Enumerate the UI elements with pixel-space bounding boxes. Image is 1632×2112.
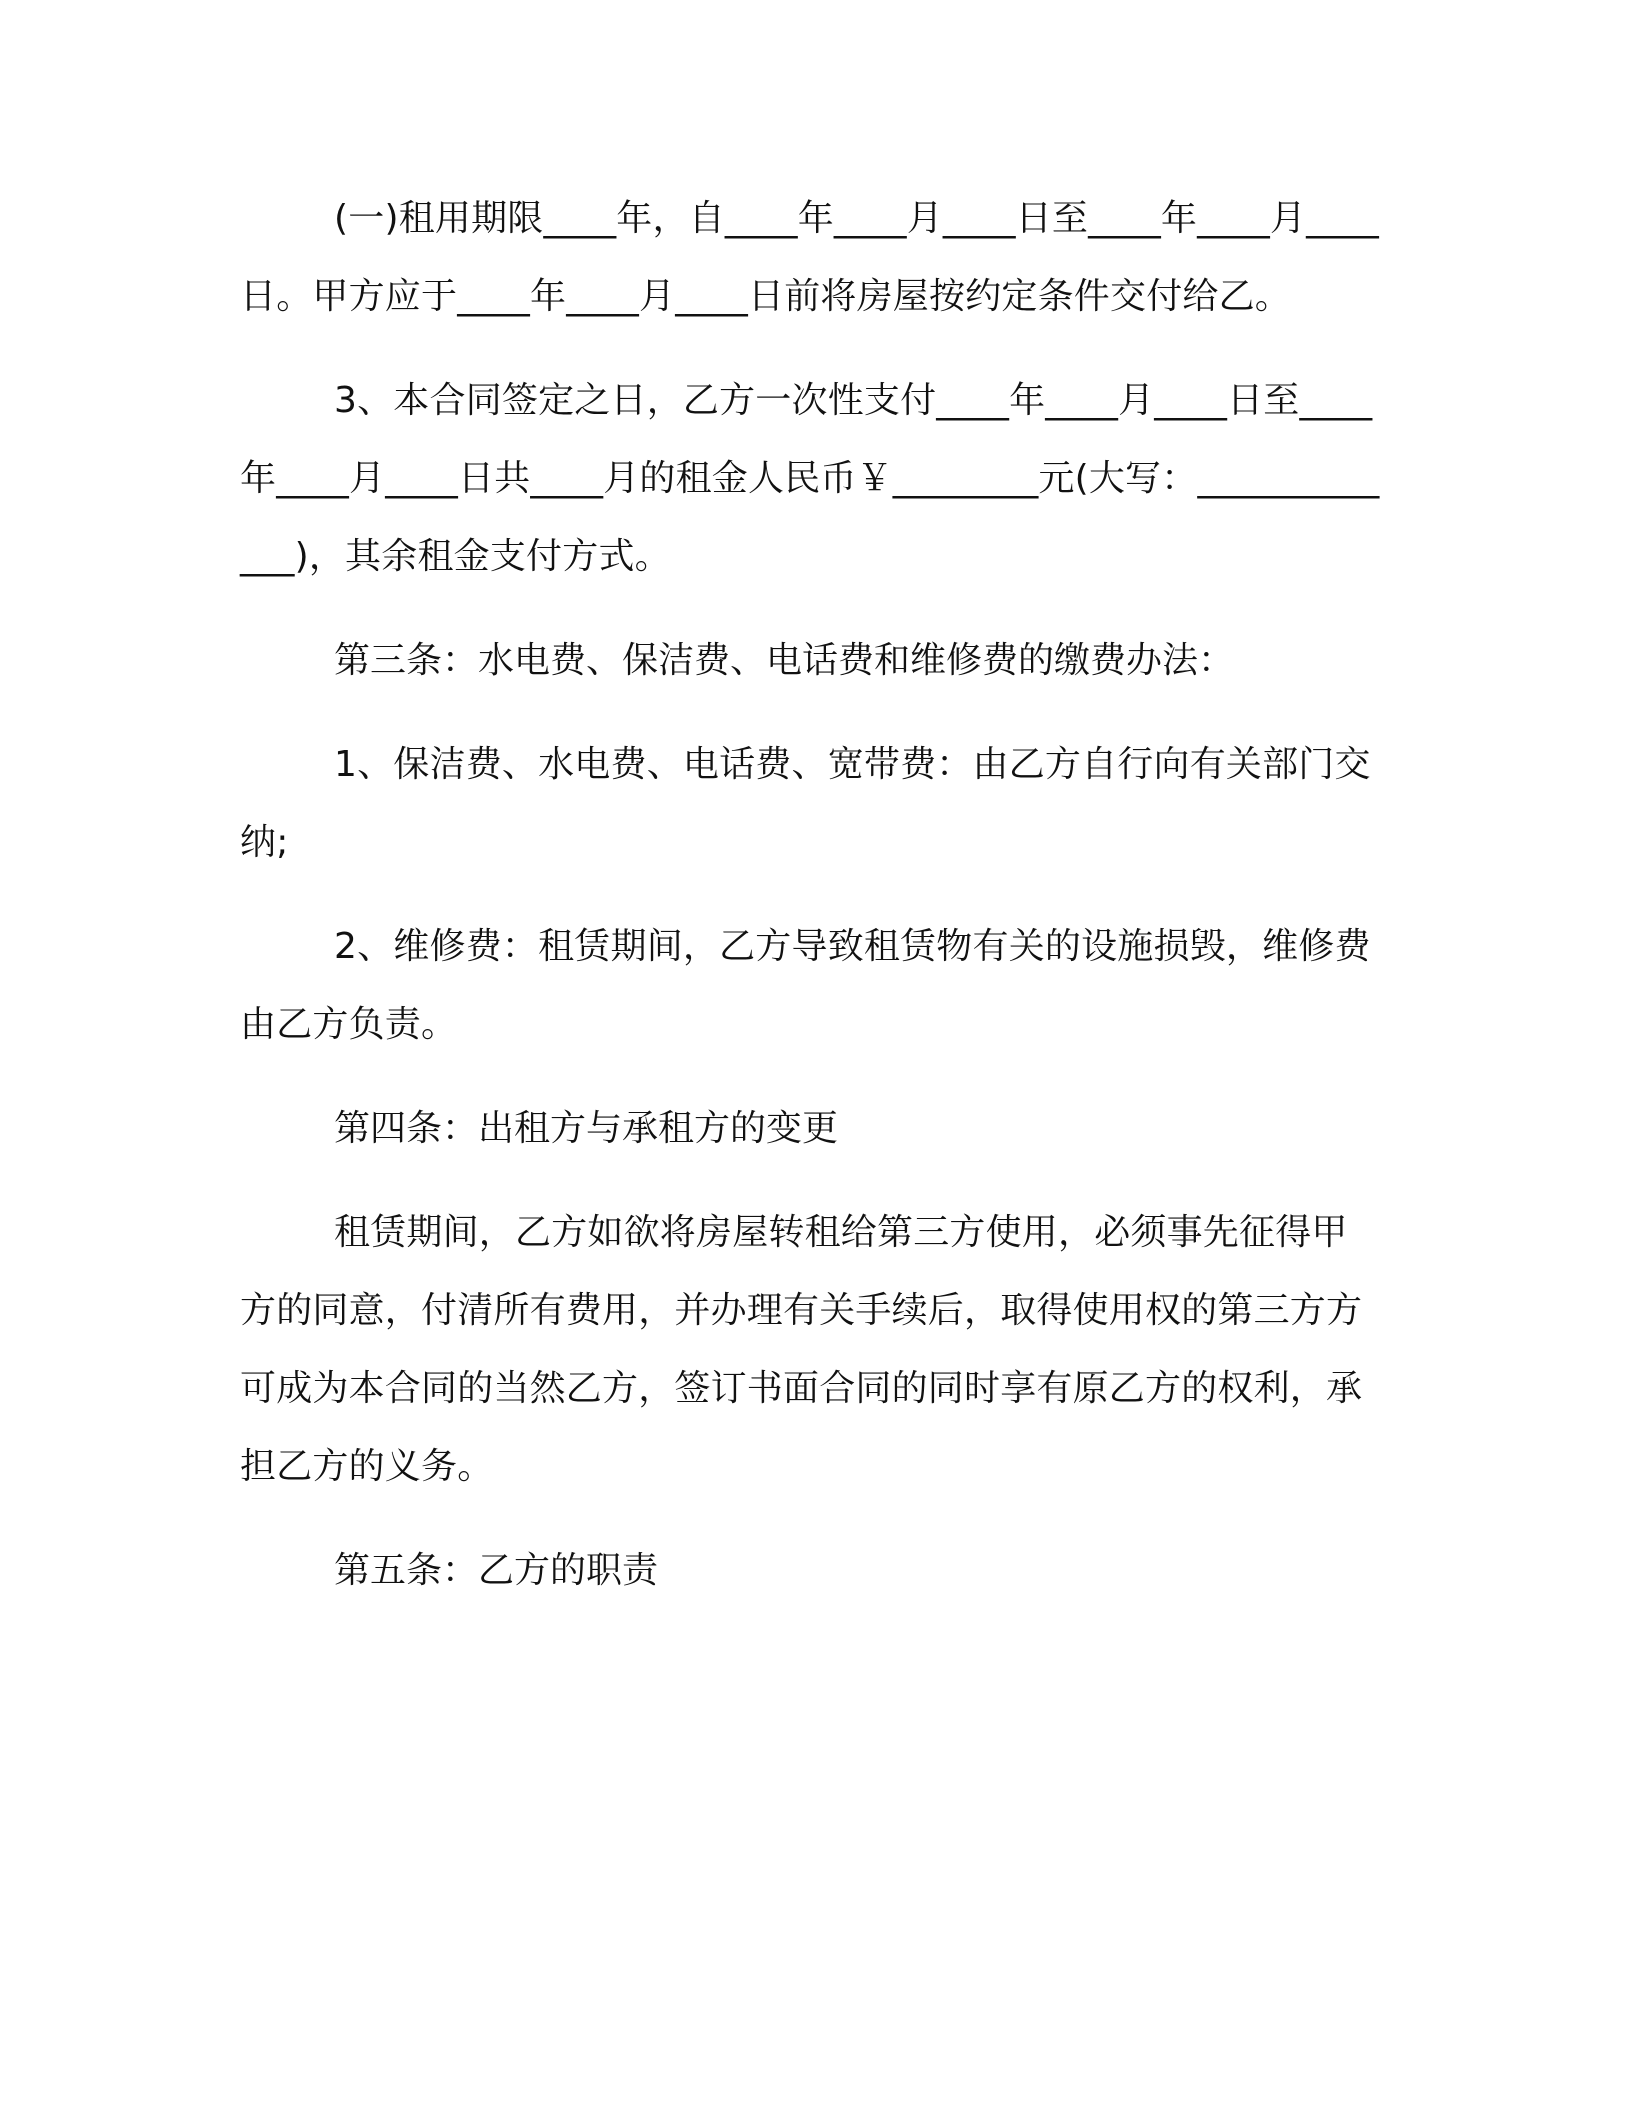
payment-paragraph: 3、本合同签定之日，乙方一次性支付____年____月____日至____年____月____日共____月的租金人民币￥________元(大写：_____________)，其余租金支付方式。 (240, 380, 1380, 577)
article-three-heading: 第三条：水电费、保洁费、电话费和维修费的缴费办法： (334, 640, 1235, 681)
sublease-paragraph: 租赁期间，乙方如欲将房屋转租给第三方使用，必须事先征得甲方的同意，付清所有费用，并办理有关手续后，取得使用权的第三方方可成为本合同的当然乙方，签订书面合同的同时享有原乙方的权利，承担乙方的义务。 (240, 1212, 1363, 1487)
lease-term-paragraph: (一)租用期限____年，自____年____月____日至____年____月____日。甲方应于____年____月____日前将房屋按约定条件交付给乙。 (240, 198, 1379, 317)
article-four-heading: 第四条：出租方与承租方的变更 (334, 1108, 839, 1149)
utilities-fee-paragraph: 1、保洁费、水电费、电话费、宽带费：由乙方自行向有关部门交纳; (240, 744, 1371, 863)
maintenance-fee-paragraph: 2、维修费：租赁期间，乙方导致租赁物有关的设施损毁，维修费由乙方负责。 (240, 926, 1371, 1045)
document-body (240, 180, 1380, 1636)
article-five-heading: 第五条：乙方的职责 (334, 1550, 659, 1591)
